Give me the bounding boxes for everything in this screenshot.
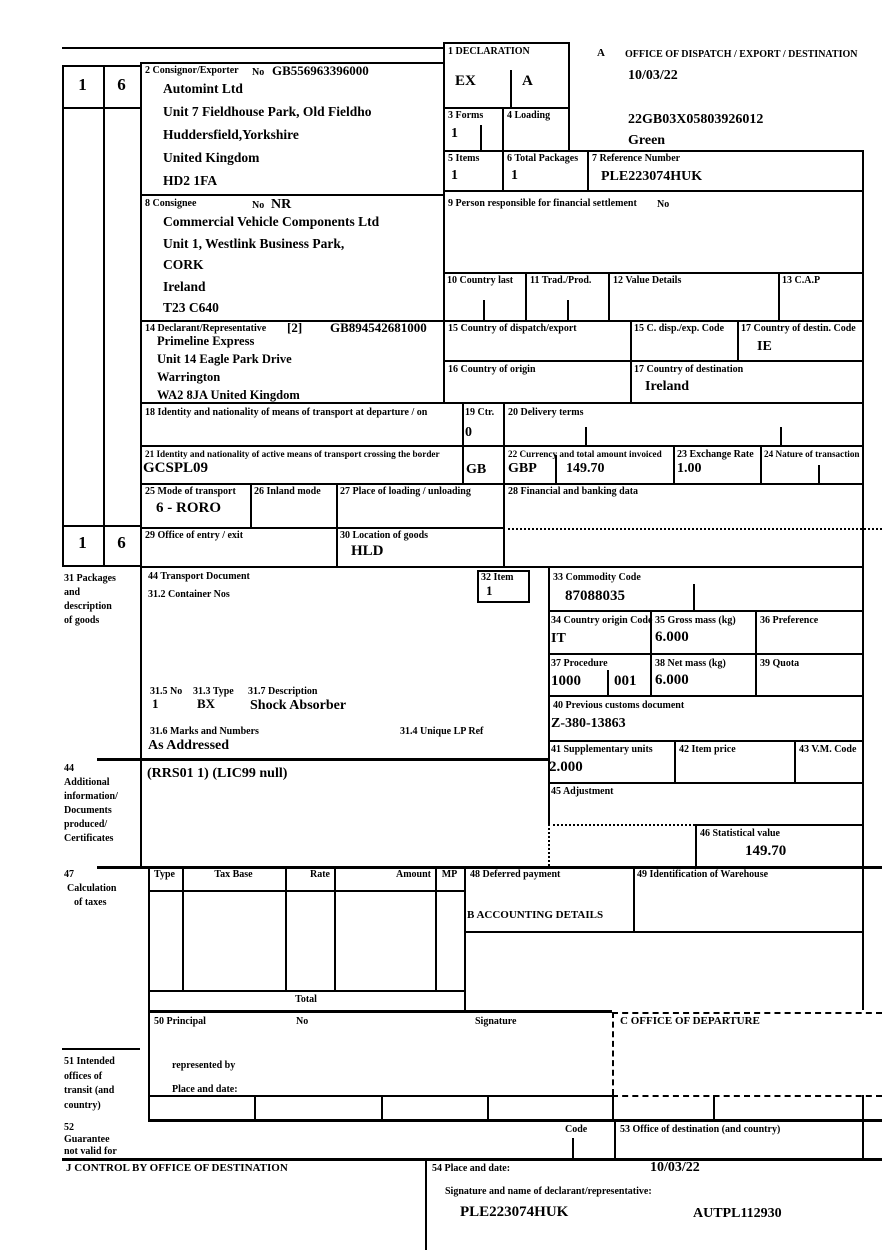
unique-lp-ref-label: 31.4 Unique LP Ref <box>400 726 484 737</box>
border-line <box>443 42 568 44</box>
border-line <box>548 695 862 697</box>
procedure-label: 37 Procedure <box>551 658 608 669</box>
tax-header-mp: MP <box>441 869 458 880</box>
tick-mark <box>572 1138 574 1158</box>
items-label: 5 Items <box>448 153 480 164</box>
declarant-label: 14 Declarant/Representative <box>145 323 267 334</box>
border-line <box>503 402 505 567</box>
border-line <box>103 65 105 567</box>
copy-number-6: 6 <box>117 75 126 94</box>
consignee-no-label: No <box>252 200 265 211</box>
tick-mark <box>567 300 569 320</box>
border-line <box>587 150 589 190</box>
border-line <box>148 866 150 1119</box>
delivery-terms-label: 20 Delivery terms <box>508 407 584 418</box>
border-line <box>140 566 862 568</box>
dispatch-country-label: 15 Country of dispatch/export <box>448 323 577 334</box>
supplementary-units-label: 41 Supplementary units <box>551 744 653 755</box>
border-line <box>443 150 862 152</box>
commodity-code-value: 87088035 <box>565 588 625 604</box>
warehouse-id-label: 49 Identification of Warehouse <box>637 869 769 880</box>
destination-office-label: 53 Office of destination (and country) <box>620 1124 781 1135</box>
previous-document-label: 40 Previous customs document <box>553 700 685 711</box>
border-line <box>443 272 862 274</box>
gross-mass-value: 6.000 <box>655 629 689 645</box>
tax-header-type: Type <box>154 869 175 880</box>
border-line <box>62 107 140 109</box>
tax-header-base: Tax Base <box>214 869 253 880</box>
statistical-value: 149.70 <box>745 843 787 859</box>
transaction-nature-label: 24 Nature of transaction <box>764 449 860 459</box>
border-line <box>62 525 140 527</box>
consignee-label: 8 Consignee <box>145 198 197 209</box>
reference-value: PLE223074HUK <box>601 169 703 184</box>
section-line <box>148 1119 882 1122</box>
transport-border-label: 21 Identity and nationality of active means of transport crossing the border <box>145 449 440 459</box>
border-line <box>381 1095 383 1119</box>
guarantee-code-label: Code <box>565 1124 588 1135</box>
border-line <box>695 824 697 866</box>
value-details-label: 12 Value Details <box>613 275 682 286</box>
place-date-54-label: 54 Place and date: <box>432 1163 511 1174</box>
dashed-line <box>612 1095 882 1097</box>
exchange-rate-label: 23 Exchange Rate <box>677 449 754 460</box>
ctr-label: 19 Ctr. <box>465 407 495 418</box>
border-line <box>794 740 796 782</box>
quota-label: 39 Quota <box>760 658 800 669</box>
copy-number-6b: 6 <box>117 533 126 552</box>
border-line <box>336 483 338 567</box>
represented-by-label: represented by <box>172 1060 236 1071</box>
currency-label: 22 Currency and total amount invoiced <box>508 449 662 459</box>
forms-label: 3 Forms <box>448 110 484 121</box>
reference-label: 7 Reference Number <box>592 153 681 164</box>
border-line <box>62 65 140 67</box>
border-line <box>140 527 503 529</box>
origin-country-label: 16 Country of origin <box>448 364 536 375</box>
office-a-label: OFFICE OF DISPATCH / EXPORT / DESTINATION <box>625 49 858 60</box>
principal-label: 50 Principal <box>154 1016 206 1027</box>
office-a-route: Green <box>628 133 666 148</box>
border-line <box>760 445 762 483</box>
adjustment-label: 45 Adjustment <box>551 786 614 797</box>
amount-value: 149.70 <box>566 461 605 476</box>
border-line <box>443 360 862 362</box>
office-departure-label: C OFFICE OF DEPARTURE <box>620 1015 760 1027</box>
origin-code-label: 34 Country origin Code <box>551 615 653 626</box>
border-line <box>464 866 466 1010</box>
financial-banking-label: 28 Financial and banking data <box>508 486 639 497</box>
origin-code-value: IT <box>551 631 566 646</box>
declarant-auth-value: AUTPL112930 <box>693 1206 782 1221</box>
net-mass-value: 6.000 <box>655 672 689 688</box>
border-line <box>334 866 336 990</box>
container-nos-label: 31.2 Container Nos <box>148 589 230 600</box>
border-line <box>443 190 862 192</box>
principal-no-label: No <box>296 1016 309 1027</box>
border-line <box>548 653 862 655</box>
box51-margin-label: 51 Intended offices of transit (and country) <box>64 1056 115 1111</box>
border-line <box>612 1095 614 1119</box>
additional-info-value: (RRS01 1) (LIC99 null) <box>147 766 288 781</box>
statistical-value-label: 46 Statistical value <box>700 828 780 839</box>
dotted-line <box>503 528 882 530</box>
deferred-payment-label: 48 Deferred payment <box>470 869 561 880</box>
financial-party-label: 9 Person responsible for financial settlement <box>448 198 637 209</box>
commodity-code-label: 33 Commodity Code <box>553 572 641 583</box>
office-a-date: 10/03/22 <box>628 68 678 83</box>
declarant-code: [2] <box>287 320 303 335</box>
border-line <box>140 483 862 485</box>
declarant-signature-label: Signature and name of declarant/representative: <box>445 1186 652 1197</box>
border-line <box>182 866 184 990</box>
currency-value: GBP <box>508 461 537 476</box>
place-date-label: Place and date: <box>172 1084 238 1095</box>
border-line <box>862 1095 864 1158</box>
transport-document-label: 44 Transport Document <box>148 571 250 582</box>
border-line <box>285 866 287 990</box>
declaration-label: 1 DECLARATION <box>448 46 530 57</box>
dotted-line <box>548 824 550 866</box>
tick-mark <box>780 427 782 445</box>
inland-mode-label: 26 Inland mode <box>254 486 321 497</box>
financial-party-no-label: No <box>657 199 670 210</box>
packages-no-value: 1 <box>152 696 159 711</box>
border-line <box>630 320 632 402</box>
border-line <box>443 42 445 402</box>
consignor-no-label: No <box>252 67 265 78</box>
border-line <box>148 890 464 892</box>
border-line <box>548 782 862 784</box>
border-line <box>462 402 464 483</box>
tick-mark <box>818 465 820 483</box>
transport-mode-label: 25 Mode of transport <box>145 486 236 497</box>
procedure-value2: 001 <box>614 673 637 689</box>
vm-code-label: 43 V.M. Code <box>799 744 857 755</box>
office-a-mrn: 22GB03X05803926012 <box>628 112 764 127</box>
destin-code-value: IE <box>757 339 772 354</box>
border-line <box>464 931 862 933</box>
border-line <box>62 565 140 567</box>
border-line <box>487 1095 489 1119</box>
border-line <box>673 445 675 483</box>
consignor-address: Automint Ltd Unit 7 Fieldhouse Park, Old Fieldho Huddersfield,Yorkshire United Kingdom HD2 1FA <box>163 81 372 188</box>
loading-label: 4 Loading <box>507 110 551 121</box>
cap-label: 13 C.A.P <box>782 275 821 286</box>
copy-number-1b: 1 <box>78 533 87 552</box>
border-line <box>862 150 864 1010</box>
trad-prod-label: 11 Trad./Prod. <box>530 275 592 286</box>
forms-value: 1 <box>451 126 458 141</box>
border-line <box>548 566 550 824</box>
declaration-subtype: A <box>522 73 533 89</box>
box44-margin-label: 44 Additional information/ Documents produced/ Certificates <box>64 763 118 844</box>
border-line <box>62 1048 140 1050</box>
consignor-eori: GB556963396000 <box>272 63 369 78</box>
tax-header-rate: Rate <box>310 869 330 880</box>
marks-numbers-label: 31.6 Marks and Numbers <box>150 726 259 737</box>
packages-no-label: 31.5 No <box>150 686 183 697</box>
border-line <box>148 1095 612 1097</box>
supplementary-units-value: 2.000 <box>549 759 583 775</box>
border-line <box>62 65 64 567</box>
item-price-label: 42 Item price <box>679 744 736 755</box>
item-value: 1 <box>486 583 493 598</box>
transport-border-value: GCSPL09 <box>143 460 209 476</box>
border-line <box>140 445 862 447</box>
item-label: 32 Item <box>481 572 514 583</box>
transport-departure-label: 18 Identity and nationality of means of transport at departure / on <box>145 407 428 418</box>
transport-mode-value: 6 - RORO <box>156 500 221 516</box>
marks-numbers-value: As Addressed <box>148 738 230 753</box>
border-line <box>140 62 142 866</box>
border-line <box>62 47 443 49</box>
declaration-type: EX <box>455 73 476 89</box>
destination-country-label: 17 Country of destination <box>634 364 744 375</box>
tick-mark <box>483 300 485 320</box>
tick-mark <box>607 670 609 695</box>
box52-margin-label: 52 Guarantee not valid for <box>64 1122 117 1157</box>
consignee-address: Commercial Vehicle Components Ltd Unit 1, Westlink Business Park, CORK Ireland T23 C640 <box>163 214 380 315</box>
border-line <box>737 320 739 360</box>
declarant-signature-value: PLE223074HUK <box>460 1204 569 1220</box>
items-value: 1 <box>451 168 458 183</box>
border-line <box>633 866 635 931</box>
packages-type-value: BX <box>197 696 216 711</box>
border-line <box>568 42 570 150</box>
office-a-letter: A <box>597 47 605 59</box>
place-date-54-value: 10/03/22 <box>650 1160 700 1175</box>
gross-mass-label: 35 Gross mass (kg) <box>655 615 736 626</box>
entry-office-label: 29 Office of entry / exit <box>145 530 244 541</box>
tick-mark <box>585 427 587 445</box>
border-line <box>755 610 757 695</box>
declarant-address: Primeline Express Unit 14 Eagle Park Drive Warrington WA2 8JA United Kingdom <box>157 334 300 402</box>
ctr-value: 0 <box>465 425 472 440</box>
goods-description-value: Shock Absorber <box>250 698 347 713</box>
previous-document-value: Z-380-13863 <box>551 716 626 731</box>
dotted-line <box>548 824 695 826</box>
border-line <box>778 272 780 320</box>
total-packages-value: 1 <box>511 168 518 183</box>
transport-border-nationality: GB <box>466 462 487 477</box>
border-line <box>443 107 568 109</box>
exchange-rate-value: 1.00 <box>677 461 702 476</box>
border-line <box>674 740 676 782</box>
border-line <box>614 1119 616 1158</box>
dashed-line <box>612 1012 614 1095</box>
packages-type-label: 31.3 Type <box>193 686 234 697</box>
tick-mark <box>480 125 482 150</box>
border-line <box>548 740 862 742</box>
border-line <box>510 70 512 107</box>
goods-location-label: 30 Location of goods <box>340 530 429 541</box>
declarant-eori: GB894542681000 <box>330 320 427 335</box>
loading-place-label: 27 Place of loading / unloading <box>340 486 471 497</box>
preference-label: 36 Preference <box>760 615 819 626</box>
border-line <box>502 107 504 190</box>
border-line <box>695 824 862 826</box>
accounting-details-label: B ACCOUNTING DETAILS <box>467 909 604 921</box>
border-line <box>435 866 437 990</box>
control-office-label: J CONTROL BY OFFICE OF DESTINATION <box>66 1162 288 1174</box>
total-packages-label: 6 Total Packages <box>507 153 579 164</box>
tick-mark <box>693 584 695 610</box>
dashed-line <box>612 1012 882 1014</box>
tax-total-label: Total <box>295 994 317 1005</box>
border-line <box>608 272 610 320</box>
destin-code-label: 17 Country of destin. Code <box>741 323 856 334</box>
copy-number-1: 1 <box>78 75 87 94</box>
goods-description-label: 31.7 Description <box>248 686 318 697</box>
section-line <box>62 1158 882 1161</box>
dispatch-code-label: 15 C. disp./exp. Code <box>634 323 725 334</box>
border-line <box>254 1095 256 1119</box>
border-line <box>250 483 252 527</box>
net-mass-label: 38 Net mass (kg) <box>655 658 726 669</box>
border-line <box>425 1158 427 1250</box>
border-line <box>548 610 862 612</box>
tax-header-amount: Amount <box>395 869 431 880</box>
section-line <box>97 758 548 761</box>
border-line <box>713 1095 715 1119</box>
box47-margin-label: 47 Calculation of taxes <box>64 869 117 908</box>
procedure-value1: 1000 <box>551 673 581 689</box>
destination-country-value: Ireland <box>645 379 690 394</box>
country-last-label: 10 Country last <box>447 275 514 286</box>
section-line <box>148 1010 612 1013</box>
border-line <box>148 990 464 992</box>
consignor-label: 2 Consignor/Exporter <box>145 65 239 76</box>
goods-location-value: HLD <box>351 543 384 559</box>
signature-label: Signature <box>475 1016 517 1027</box>
consignee-number: NR <box>271 197 292 212</box>
border-line <box>525 272 527 320</box>
box31-margin-label: 31 Packages and description of goods <box>64 573 116 626</box>
